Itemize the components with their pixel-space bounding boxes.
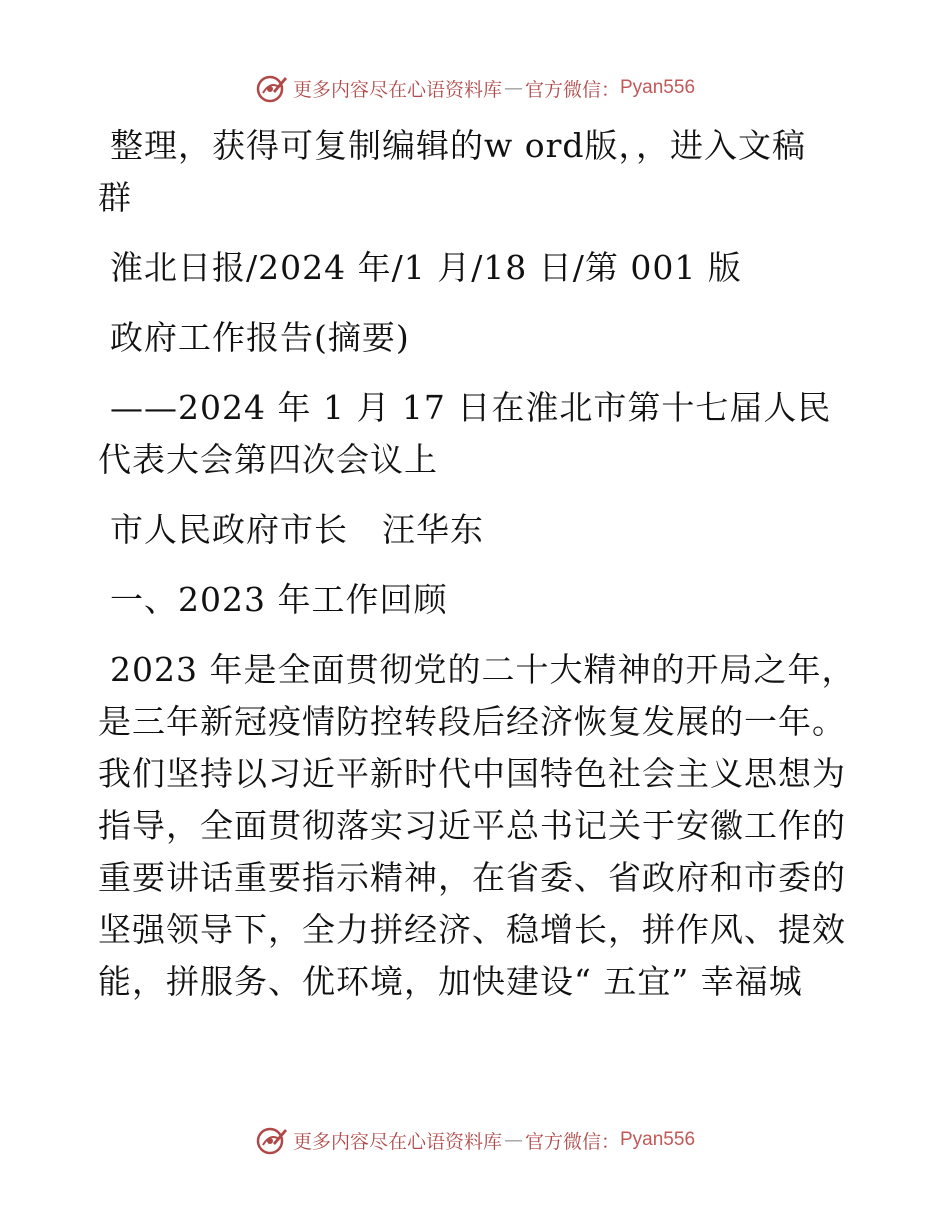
pen-swirl-logo-icon <box>255 1123 289 1157</box>
banner-wechat-label: 官方微信： <box>524 78 620 101</box>
body-line: 能，拼服务、优环境，加快建设“ 五宜” 幸福城 <box>98 962 803 1001</box>
intro-line-2: 群 <box>98 178 132 217</box>
banner-wechat-label: 官方微信： <box>524 1130 620 1153</box>
section-heading: 一、2023 年工作回顾 <box>110 580 448 619</box>
body-line: 2023 年是全面贯彻党的二十大精神的开局之年， <box>110 650 856 689</box>
author-line: 市人民政府市长 汪华东 <box>110 510 484 549</box>
banner-dash: — <box>503 77 523 99</box>
banner-text: 更多内容尽在心语资料库 <box>292 1130 502 1153</box>
intro-line-1: 整理，获得可复制编辑的w ord版，，进入文稿 <box>110 126 807 165</box>
source-line: 淮北日报/2024 年/1 月/18 日/第 001 版 <box>110 248 742 287</box>
body-line: 是三年新冠疫情防控转段后经济恢复发展的一年。 <box>98 702 846 741</box>
subtitle-line-1: ——2024 年 1 月 17 日在淮北市第十七届人民 <box>110 388 832 427</box>
body-line: 指导，全面贯彻落实习近平总书记关于安徽工作的 <box>98 806 846 845</box>
banner-wechat-id: Pyan556 <box>620 77 696 98</box>
subtitle-line-2: 代表大会第四次会议上 <box>98 440 438 479</box>
banner-wechat-id: Pyan556 <box>620 1129 696 1150</box>
body-line: 我们坚持以习近平新时代中国特色社会主义思想为 <box>98 754 846 793</box>
banner-dash: — <box>503 1129 523 1151</box>
body-line: 坚强领导下，全力拼经济、稳增长，拼作风、提效 <box>98 910 846 949</box>
document-body <box>98 120 858 1008</box>
pen-swirl-logo-icon <box>255 71 289 105</box>
banner-text: 更多内容尽在心语资料库 <box>292 78 502 101</box>
report-title: 政府工作报告(摘要) <box>110 318 410 357</box>
body-line: 重要讲话重要指示精神，在省委、省政府和市委的 <box>98 858 846 897</box>
body-paragraph <box>98 644 858 1008</box>
footer-banner <box>0 1120 950 1160</box>
header-banner <box>0 68 950 108</box>
